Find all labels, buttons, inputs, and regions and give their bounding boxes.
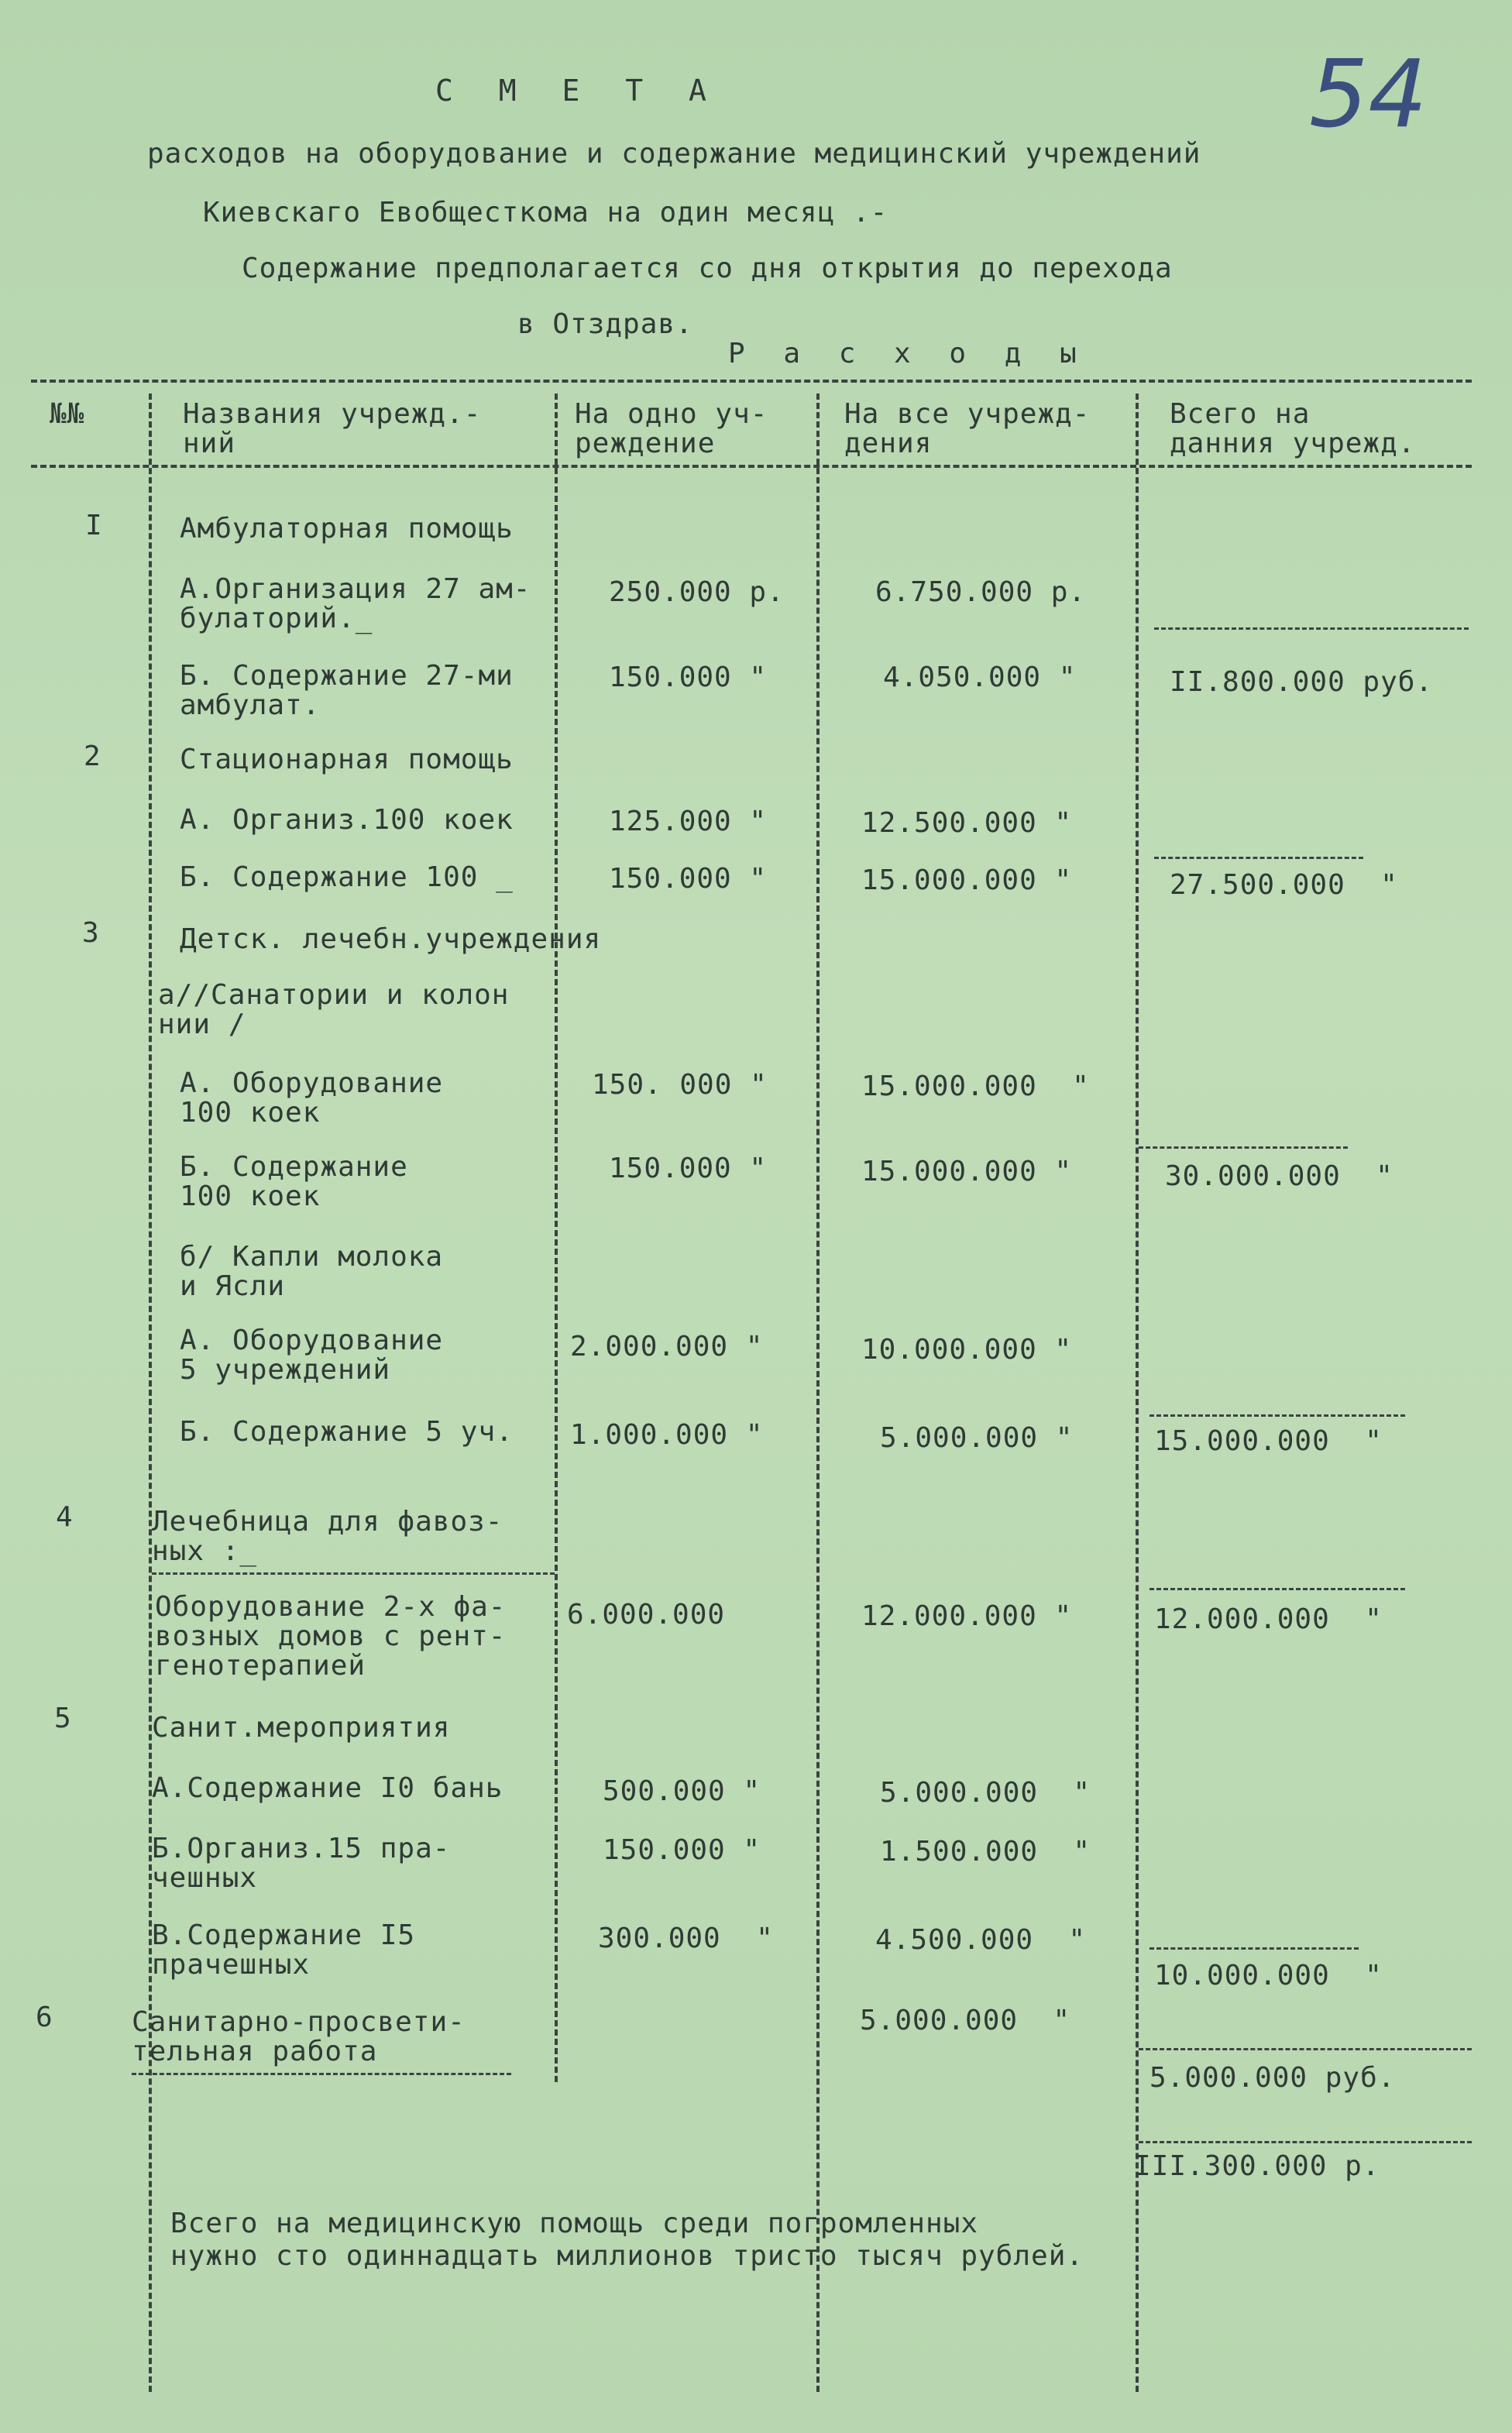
header-line-2: Киевскаго Евобщесткома на один месяц .- xyxy=(203,197,888,229)
row-name: Б. Содержание 27-ми амбулат. xyxy=(180,660,514,721)
section-number: 3 xyxy=(82,917,100,949)
subsection-title: а//Санатории и колон нии / xyxy=(158,979,510,1040)
header-line-3: Содержание предполагается со дня открытия до перехода xyxy=(242,253,1173,284)
row-per-one: 6.000.000 xyxy=(567,1599,726,1631)
grand-total-rule xyxy=(1139,2141,1472,2143)
row-name: А. Оборудование 5 учреждений xyxy=(180,1325,444,1386)
section-total: 5.000.000 руб. xyxy=(1149,2062,1396,2094)
grand-total: III.300.000 р. xyxy=(1134,2150,1380,2182)
footer-line-2: нужно сто одиннадцать миллионов тристо тысяч рублей. xyxy=(170,2240,1084,2272)
section-title: Детск. лечебн.учреждения xyxy=(180,923,602,955)
header-line-1: расходов на оборудование и содержание медицинский учреждений xyxy=(147,138,1201,170)
row-per-one: 300.000 " xyxy=(598,1923,774,1954)
row-name: А. Оборудование 100 коек xyxy=(180,1067,444,1129)
row-rule xyxy=(152,1572,555,1575)
col-header-num: №№ xyxy=(50,398,85,430)
subtotal-rule xyxy=(1154,857,1363,859)
row-per-one: 1.000.000 " xyxy=(570,1419,764,1451)
row-per-all: 15.000.000 " xyxy=(861,1070,1090,1102)
row-per-one: 250.000 р. xyxy=(609,576,785,608)
folio-number: 54 xyxy=(1309,41,1428,149)
row-per-all: 12.000.000 " xyxy=(861,1600,1073,1632)
column-divider-1 xyxy=(149,393,152,2392)
row-per-all: 1.500.000 " xyxy=(880,1836,1091,1868)
table-top-rule xyxy=(31,380,1472,383)
subtotal-rule xyxy=(1154,627,1469,630)
row-name: А.Организация 27 ам- булаторий._ xyxy=(180,573,531,634)
col-header-per-one: На одно уч- реждение xyxy=(575,398,768,459)
subtotal-rule xyxy=(1139,1146,1348,1149)
row-per-all: 12.500.000 " xyxy=(861,807,1073,839)
row-per-all: 4.050.000 " xyxy=(883,662,1077,693)
row-per-all: 4.500.000 " xyxy=(875,1924,1087,1956)
expenses-heading: Р а с х о д ы xyxy=(728,338,1088,369)
row-per-all: 15.000.000 " xyxy=(861,1156,1073,1187)
row-per-one: 150.000 " xyxy=(609,863,768,895)
row-per-all: 15.000.000 " xyxy=(861,864,1073,896)
section-total: 15.000.000 " xyxy=(1154,1425,1383,1457)
row-name: А.Содержание I0 бань xyxy=(152,1772,503,1804)
row-name: Оборудование 2-х фа- возных домов с рент- генотерапией xyxy=(155,1591,507,1682)
row-per-one: 2.000.000 " xyxy=(570,1331,764,1363)
column-divider-2 xyxy=(555,393,558,2082)
column-divider-4 xyxy=(1136,393,1139,2392)
section-title: Санитарно-просвети- тельная работа xyxy=(132,2006,466,2067)
section-total: 12.000.000 " xyxy=(1154,1603,1383,1635)
col-header-total: Всего на данния учрежд. xyxy=(1170,398,1416,459)
section-number: 4 xyxy=(56,1501,74,1533)
row-per-one: 150. 000 " xyxy=(592,1069,768,1101)
row-name: Б. Содержание 100 коек xyxy=(180,1151,408,1212)
footer-line-1: Всего на медицинскую помощь среди погромленных xyxy=(170,2208,978,2239)
row-per-all: 5.000.000 " xyxy=(860,2005,1071,2036)
section-number: 5 xyxy=(54,1703,72,1734)
row-per-one: 150.000 " xyxy=(603,1834,761,1866)
row-per-one: 500.000 " xyxy=(603,1775,761,1807)
subtotal-rule xyxy=(1149,1588,1405,1590)
row-per-one: 150.000 " xyxy=(609,662,768,693)
section-title: Санит.мероприятия xyxy=(152,1712,451,1744)
row-per-all: 5.000.000 " xyxy=(880,1777,1091,1809)
row-name: Б.Организ.15 пра- чешных xyxy=(152,1833,451,1894)
subsection-title: б/ Капли молока и Ясли xyxy=(180,1241,444,1302)
table-header-rule xyxy=(31,465,1472,468)
col-header-per-all: На все учрежд- дения xyxy=(844,398,1091,459)
section-total: II.800.000 руб. xyxy=(1170,666,1434,698)
column-divider-3 xyxy=(816,393,820,2392)
col-header-name: Названия учрежд.- ний xyxy=(183,398,482,459)
row-name: Б. Содержание 100 _ xyxy=(180,861,514,893)
row-rule xyxy=(132,2073,511,2075)
row-per-one: 125.000 " xyxy=(609,806,768,837)
section-title: Стационарная помощь xyxy=(180,744,514,775)
section-number: 2 xyxy=(84,741,101,772)
row-per-all: 6.750.000 р. xyxy=(875,576,1087,608)
section-total: 27.500.000 " xyxy=(1170,869,1398,901)
subtotal-rule xyxy=(1139,2048,1472,2050)
subtotal-rule xyxy=(1149,1414,1405,1417)
row-per-all: 10.000.000 " xyxy=(861,1334,1073,1366)
subtotal-rule xyxy=(1149,1947,1359,1950)
section-title: Лечебница для фавоз- ных :_ xyxy=(152,1506,503,1567)
section-number: 6 xyxy=(36,2002,53,2033)
row-per-all: 5.000.000 " xyxy=(880,1422,1074,1454)
section-number: I xyxy=(85,510,103,541)
section-title: Амбулаторная помощь xyxy=(180,513,514,545)
header-line-4: в Отздрав. xyxy=(517,308,693,340)
section-total: 10.000.000 " xyxy=(1154,1960,1383,1991)
document-title: С М Е Т А xyxy=(435,74,720,108)
row-per-one: 150.000 " xyxy=(609,1153,768,1184)
section-total: 30.000.000 " xyxy=(1165,1160,1393,1192)
row-name: А. Организ.100 коек xyxy=(180,804,514,836)
row-name: В.Содержание I5 прачешных xyxy=(152,1919,416,1981)
row-name: Б. Содержание 5 уч. xyxy=(180,1416,514,1448)
